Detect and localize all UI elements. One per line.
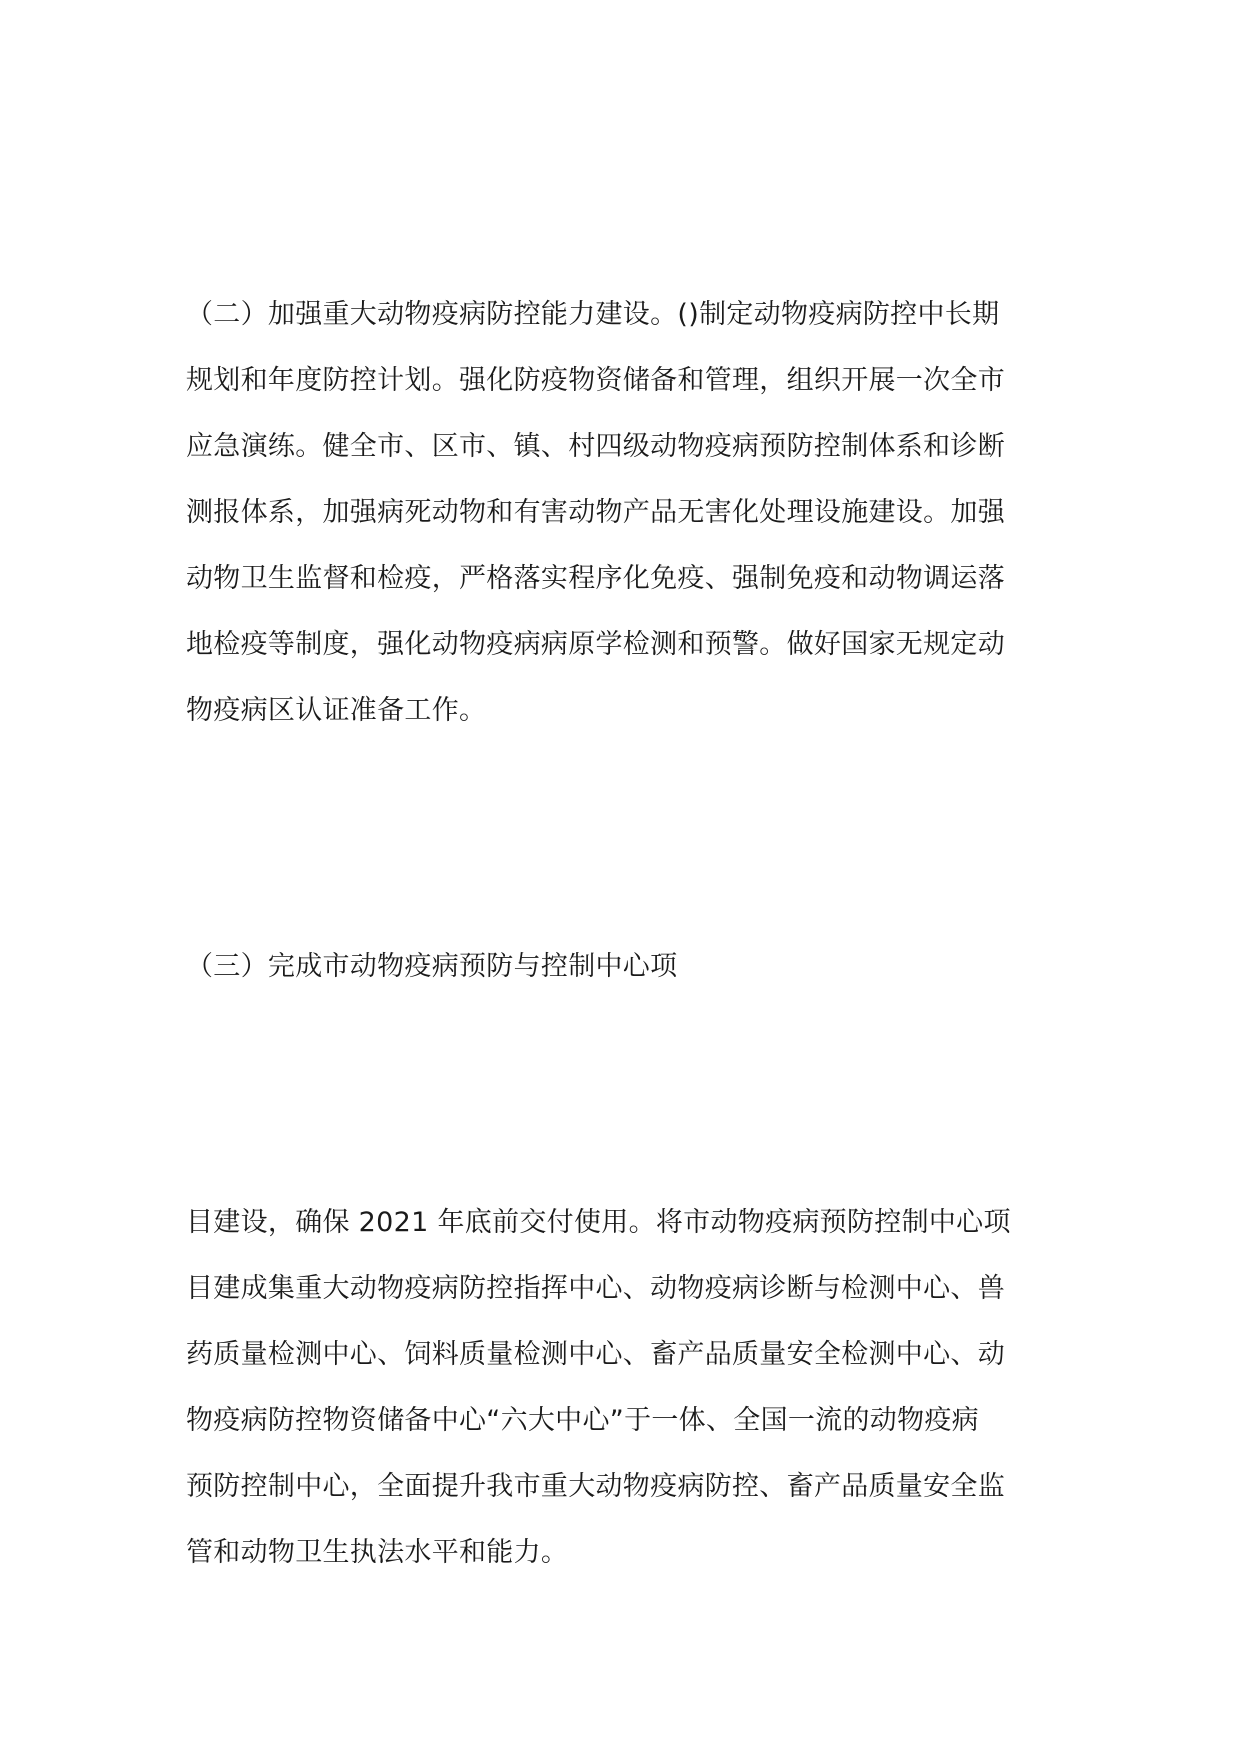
paragraph-line: （二）加强重大动物疫病防控能力建设。()制定动物疫病防控中长期 [186, 299, 1000, 330]
paragraph-line: 目建成集重大动物疫病防控指挥中心、动物疫病诊断与检测中心、兽 [186, 1273, 1005, 1304]
paragraph-line: 预防控制中心，全面提升我市重大动物疫病防控、畜产品质量安全监 [186, 1471, 1005, 1502]
paragraph-line: 规划和年度防控计划。强化防疫物资储备和管理，组织开展一次全市 [186, 365, 1005, 396]
paragraph-line: 应急演练。健全市、区市、镇、村四级动物疫病预防控制体系和诊断 [186, 431, 1005, 462]
section-heading: （三）完成市动物疫病预防与控制中心项 [186, 951, 678, 982]
paragraph-line: 药质量检测中心、饲料质量检测中心、畜产品质量安全检测中心、动 [186, 1339, 1005, 1370]
paragraph-line: 地检疫等制度，强化动物疫病病原学检测和预警。做好国家无规定动 [186, 629, 1005, 660]
section-3-paragraph [186, 1190, 1058, 1586]
section-2-paragraph [186, 282, 1058, 744]
section-3-heading [186, 934, 1058, 1000]
paragraph-line: 目建设，确保 2021 年底前交付使用。将市动物疫病预防控制中心项 [186, 1207, 1011, 1238]
paragraph-line: 物疫病区认证准备工作。 [186, 695, 487, 726]
paragraph-line: 测报体系，加强病死动物和有害动物产品无害化处理设施建设。加强 [186, 497, 1005, 528]
paragraph-line: 动物卫生监督和检疫，严格落实程序化免疫、强制免疫和动物调运落 [186, 563, 1005, 594]
paragraph-line: 物疫病防控物资储备中心“六大中心”于一体、全国一流的动物疫病 [186, 1405, 979, 1436]
paragraph-line: 管和动物卫生执法水平和能力。 [186, 1537, 569, 1568]
